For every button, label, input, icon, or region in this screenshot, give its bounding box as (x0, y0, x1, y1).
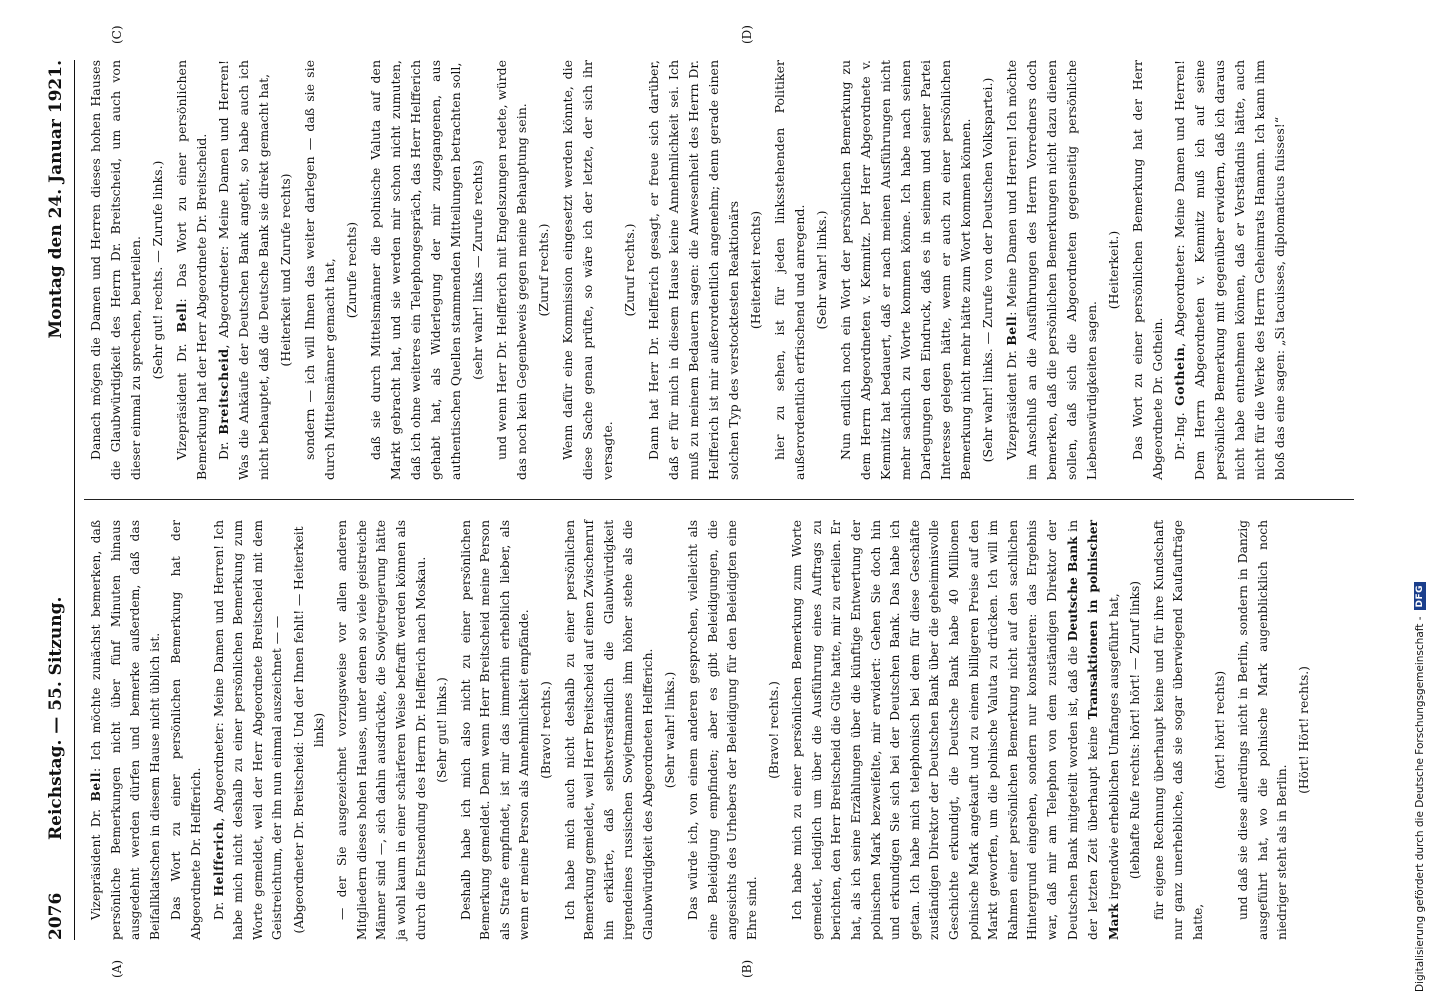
right-column (86, 60, 1292, 480)
speech-text: , Abgeordneter: Meine Damen und Herren! Was die Ankäufe der Deutschen Bank angeht, so habe auch ich nicht behauptet, daß die Deutsche Bank sie direkt gemacht hat, (216, 60, 271, 480)
speaker-name: Bell (88, 772, 103, 802)
speaker-title: Vizepräsident Dr. (1004, 345, 1019, 460)
speaker-title: Vizepräsident Dr. (174, 332, 189, 460)
interjection: (Bravo! rechts.) (539, 681, 554, 779)
paragraph: Nun endlich noch ein Wort der persönlichen Bemerkung zu dem Herrn Abgeordneten v. Kemnitz. Der Herr Abgeordnete v. Kemnitz hat bedauert, daß er nach meinen Ausführungen nicht mehr sachlich zu Worte kommen könne. Ich habe nach seinen Darlegungen den Eindruck, daß es in seinem und seiner Partei Interesse gelegen hätte, wenn er auch zu einer persönlichen Bemerkung nicht mehr hätte zum Wort kommen können. (838, 60, 973, 480)
speaker-name: Gothein (1172, 346, 1187, 406)
paragraph: Wenn dafür eine Kommission eingesetzt werden könnte, die diese Sache genau prüfte, so wäre ich der letzte, der sich ihr versagte. (560, 60, 615, 480)
interjection: (Zuruf rechts.) (536, 223, 551, 317)
margin-marker-c: (C) (110, 25, 124, 44)
speaker-title: Dr. (211, 896, 226, 920)
interjection: (Zuruf rechts.) (622, 223, 637, 317)
margin-marker-b: (B) (740, 959, 754, 978)
speaker-title: Vizepräsident Dr. (89, 801, 103, 920)
margin-marker-d: (D) (740, 25, 754, 44)
interjection: (hört! hört! rechts) (1212, 670, 1227, 790)
interjection: (Zurufe rechts) (344, 221, 359, 319)
paragraph: Ich habe mich auch nicht deshalb zu einer persönlichen Bemerkung gemeldet, weil Herr Breitscheid auf einen Zwischenruf hin erklärte, daß selbstverständlich die Glaubwürdigkeit irgendeines russischen Sowjetmannes ihm höher stehe als die Glaubwürdigkeit des Abgeordneten Helfferich. (562, 520, 656, 940)
paragraph: daß sie durch Mittelsmänner die polnische Valuta auf den Markt gebracht hat, und sie werden mir schon nicht zumuten, daß ich ohne weiteres ein Telephongespräch, das Herr Helfferich gehabt hat, als Widerlegung der mir zugegangenen, aus authentischen Quellen stammenden Mitteilungen betrachten soll, (368, 60, 463, 480)
paragraph (86, 520, 165, 940)
paragraph (1002, 60, 1102, 480)
paragraph: sondern — ich will Ihnen das weiter darlegen — daß sie sie durch Mittelsmänner gemacht hat, (302, 60, 337, 480)
funding-credit (1409, 8, 1431, 992)
interjection: (Sehr wahr! links.) (662, 671, 677, 789)
interjection: (lebhafte Rufe rechts: hört! hört! — Zuruf links) (1128, 580, 1143, 880)
speech-text: , Abgeordneter: Meine Damen und Herren! Dem Herrn Abgeordneten v. Kemnitz muß ich auf seine persönliche Bemerkung mit gegenüber erwidern, daß ich daraus nicht habe entnehmen können, daß er Verständnis hätte, auch nicht für die Werke des Herrn Geheimrats Hamann. Ich kann ihm bloß das eine sagen: „Si tacuisses, diplomaticus fuisses!“ (1172, 60, 1287, 480)
interjection: (Heiterkeit und Zurufe rechts) (278, 173, 293, 367)
session-date: Montag den 24. Januar 1921. (46, 60, 66, 339)
paragraph (788, 520, 1124, 940)
page-number: 2076 (46, 892, 66, 940)
interjection: (Sehr wahr! links. — Zurufe von der Deutschen Volkspartei.) (980, 77, 995, 463)
speaker-title: Dr. (216, 434, 231, 460)
column-divider (84, 499, 1354, 500)
interjection: (Sehr gut! links.) (435, 677, 450, 783)
session-title: Reichstag. — 55. Sitzung. (46, 596, 66, 840)
speech-text: , Abgeordneter: Meine Damen und Herren! Ich habe mich nicht deshalb zu einer persönlichen Bemerkung zum Worte gemeldet, weil der Herr Abgeordnete Breitscheid mit dem Geistreichtum, der ihn nun einmal auszeichnet — — (211, 520, 285, 940)
paragraph: Dann hat Herr Dr. Helfferich gesagt, er freue sich darüber, daß er für mich in diesem Hause keine Annehmlichkeit sei. Ich muß zu meinem Bedauern sagen: die Anwesenheit des Herrn Dr. Helfferich ist mir außerordentlich angenehm; denn gerade einen solchen Typ des verstocktesten Reaktionärs (646, 60, 741, 480)
paragraph: — der Sie ausgezeichnet vorzugsweise vor allen anderen Mitgliedern dieses hohen Hauses, unter denen so viele geistreiche Männer sind —, sich dahin ausdrückte, die Sowjetregierung hätte ja wohl kaum in einer schärferen Weise befrafft werden können als durch die Entsendung des Herrn Dr. Helfferich nach Moskau. (335, 520, 428, 940)
funding-note: Digitalisierung gefördert durch die Deutsche Forschungsgemeinschaft - (1414, 616, 1426, 992)
speech-text: : Das Wort zu einer persönlichen Bemerkung hat der Herr Abgeordnete Dr. Breitscheid. (174, 60, 209, 480)
paragraph: und wenn Herr Dr. Helfferich mit Engelszungen redete, würde das noch kein Gegenbeweis gegen meine Behauptung sein. (494, 60, 529, 480)
interjection: (sehr wahr! links — Zurufe rechts) (470, 160, 485, 380)
interjection: (Heiterkeit rechts) (748, 210, 763, 330)
paragraph: für eigene Rechnung überhaupt keine und für ihre Kundschaft nur ganz unerhebliche, daß sie sogar überwiegend Kaufaufträge hatte, (1151, 520, 1206, 940)
speech-text: : Ich möchte zunächst bemerken, daß persönliche Bemerkungen nicht über fünf Minuten hinaus ausgedehnt werden dürfen und bemerke außerdem, daß das Beifallklatschen in diesem Hause nicht üblich ist. (89, 520, 162, 940)
speech-text: Ich habe mich zu einer persönlichen Bemerkung zum Worte gemeldet, lediglich um über die Ausführung eines Auftrags zu berichten, den Herr Breitscheid die Güte hatte, mir zu erteilen. Er hat, als ich seine Erzählungen über die künftige Entwertung der polnischen Mark bezweifelte, mir erwidert: Gehen Sie doch hin und erkundigen Sie sich bei der Deutschen Bank. Das habe ich getan. Ich habe mich telephonisch bei dem für diese Geschäfte zuständigen Direktor der Deutschen Bank über die geheimnisvolle Geschichte erkundigt, die Deutsche Bank habe 40 Millionen polnische Mark angekauft und zu einem billigeren Preise auf den Markt geworfen, um die polnische Valuta zu drücken. Ich will im Rahmen einer persönlichen Bemerkung nicht auf den sachlichen Hintergrund eingehen, sondern nur konstatieren: das Ergebnis war, daß mir am Telephon von dem zuständigen Direktor der Deutschen Bank mitgeteilt worden ist, daß die (790, 520, 1080, 940)
interjection: (Heiterkeit.) (1106, 230, 1121, 310)
paragraph: Das Wort zu einer persönlichen Bemerkung hat der Abgeordnete Dr. Helfferich. (169, 520, 203, 940)
page-header (40, 60, 75, 940)
paragraph (214, 60, 274, 480)
paragraph (172, 60, 212, 480)
paragraph: Das würde ich, von einem anderen gesprochen, vielleicht als eine Beleidigung empfinden; aber es gibt Beleidigungen, die angesichts des Urhebers der Beleidigung für den Beleidigten eine Ehre sind. (686, 520, 759, 940)
speaker-name: Helfferich (210, 821, 226, 897)
speaker-name: Bell (1004, 315, 1019, 346)
speaker-name: Bell (174, 302, 189, 333)
speaker-title: Dr.-Ing. (1172, 405, 1187, 460)
paragraph: hier zu sehen, ist für jeden linksstehenden Politiker außerordentlich erfrischend und anregend. (772, 60, 807, 480)
dfg-logo: DFG (1414, 582, 1426, 611)
paragraph (1170, 60, 1290, 480)
margin-marker-a: (A) (110, 959, 124, 978)
emphasis: Deutsche Bank (1064, 536, 1080, 642)
interjection: (Sehr gut! rechts. — Zurufe links.) (150, 160, 165, 380)
interjection: (Abgeordneter Dr. Breitscheid: Und der Ihnen fehlt! — Heiterkeit links) (291, 526, 326, 934)
speech-text: : Meine Damen und Herren! Ich möchte im Anschluß an die Ausführungen des Herrn Vorredners doch bemerken, daß die persönlichen Bemerkungen nicht dazu dienen sollen, daß sich die Abgeordneten gegenseitig persönliche Liebenswürdigkeiten sagen. (1004, 60, 1099, 480)
emphasis: Transaktionen in polnischer Mark (1085, 519, 1121, 940)
interjection: (Bravo! rechts.) (766, 681, 781, 779)
paragraph: Deshalb habe ich mich also nicht zu einer persönlichen Bemerkung gemeldet. Denn wenn Herr Breitscheid meine Person als Strafe empfindet, ist mir das immerhin erheblich lieber, als wenn er meine Person als Annehmlichkeit empfände. (458, 520, 532, 940)
interjection: (Hört! Hört! rechts.) (1297, 666, 1312, 794)
speech-text: irgendwie erheblichen Umfanges ausgeführt hat, (1106, 593, 1121, 904)
speech-text: in der letzten Zeit überhaupt keine (1065, 520, 1101, 940)
left-column (86, 520, 1319, 940)
paragraph: Danach mögen die Damen und Herren dieses hohen Hauses die Glaubwürdigkeit des Herrn Dr. Breitscheid, um auch von dieser einmal zu sprechen, beurteilen. (88, 60, 143, 480)
paragraph: Das Wort zu einer persönlichen Bemerkung hat der Herr Abgeordnete Dr. Gothein. (1130, 60, 1165, 480)
paragraph (209, 520, 288, 940)
speaker-name: Breitscheid (216, 348, 231, 435)
interjection: (Sehr wahr! links.) (814, 210, 829, 330)
paragraph: und daß sie diese allerdings nicht in Berlin, sondern in Danzig ausgeführt hat, wo die polnische Mark augenblicklich noch niedriger steht als in Berlin. (1236, 520, 1290, 940)
